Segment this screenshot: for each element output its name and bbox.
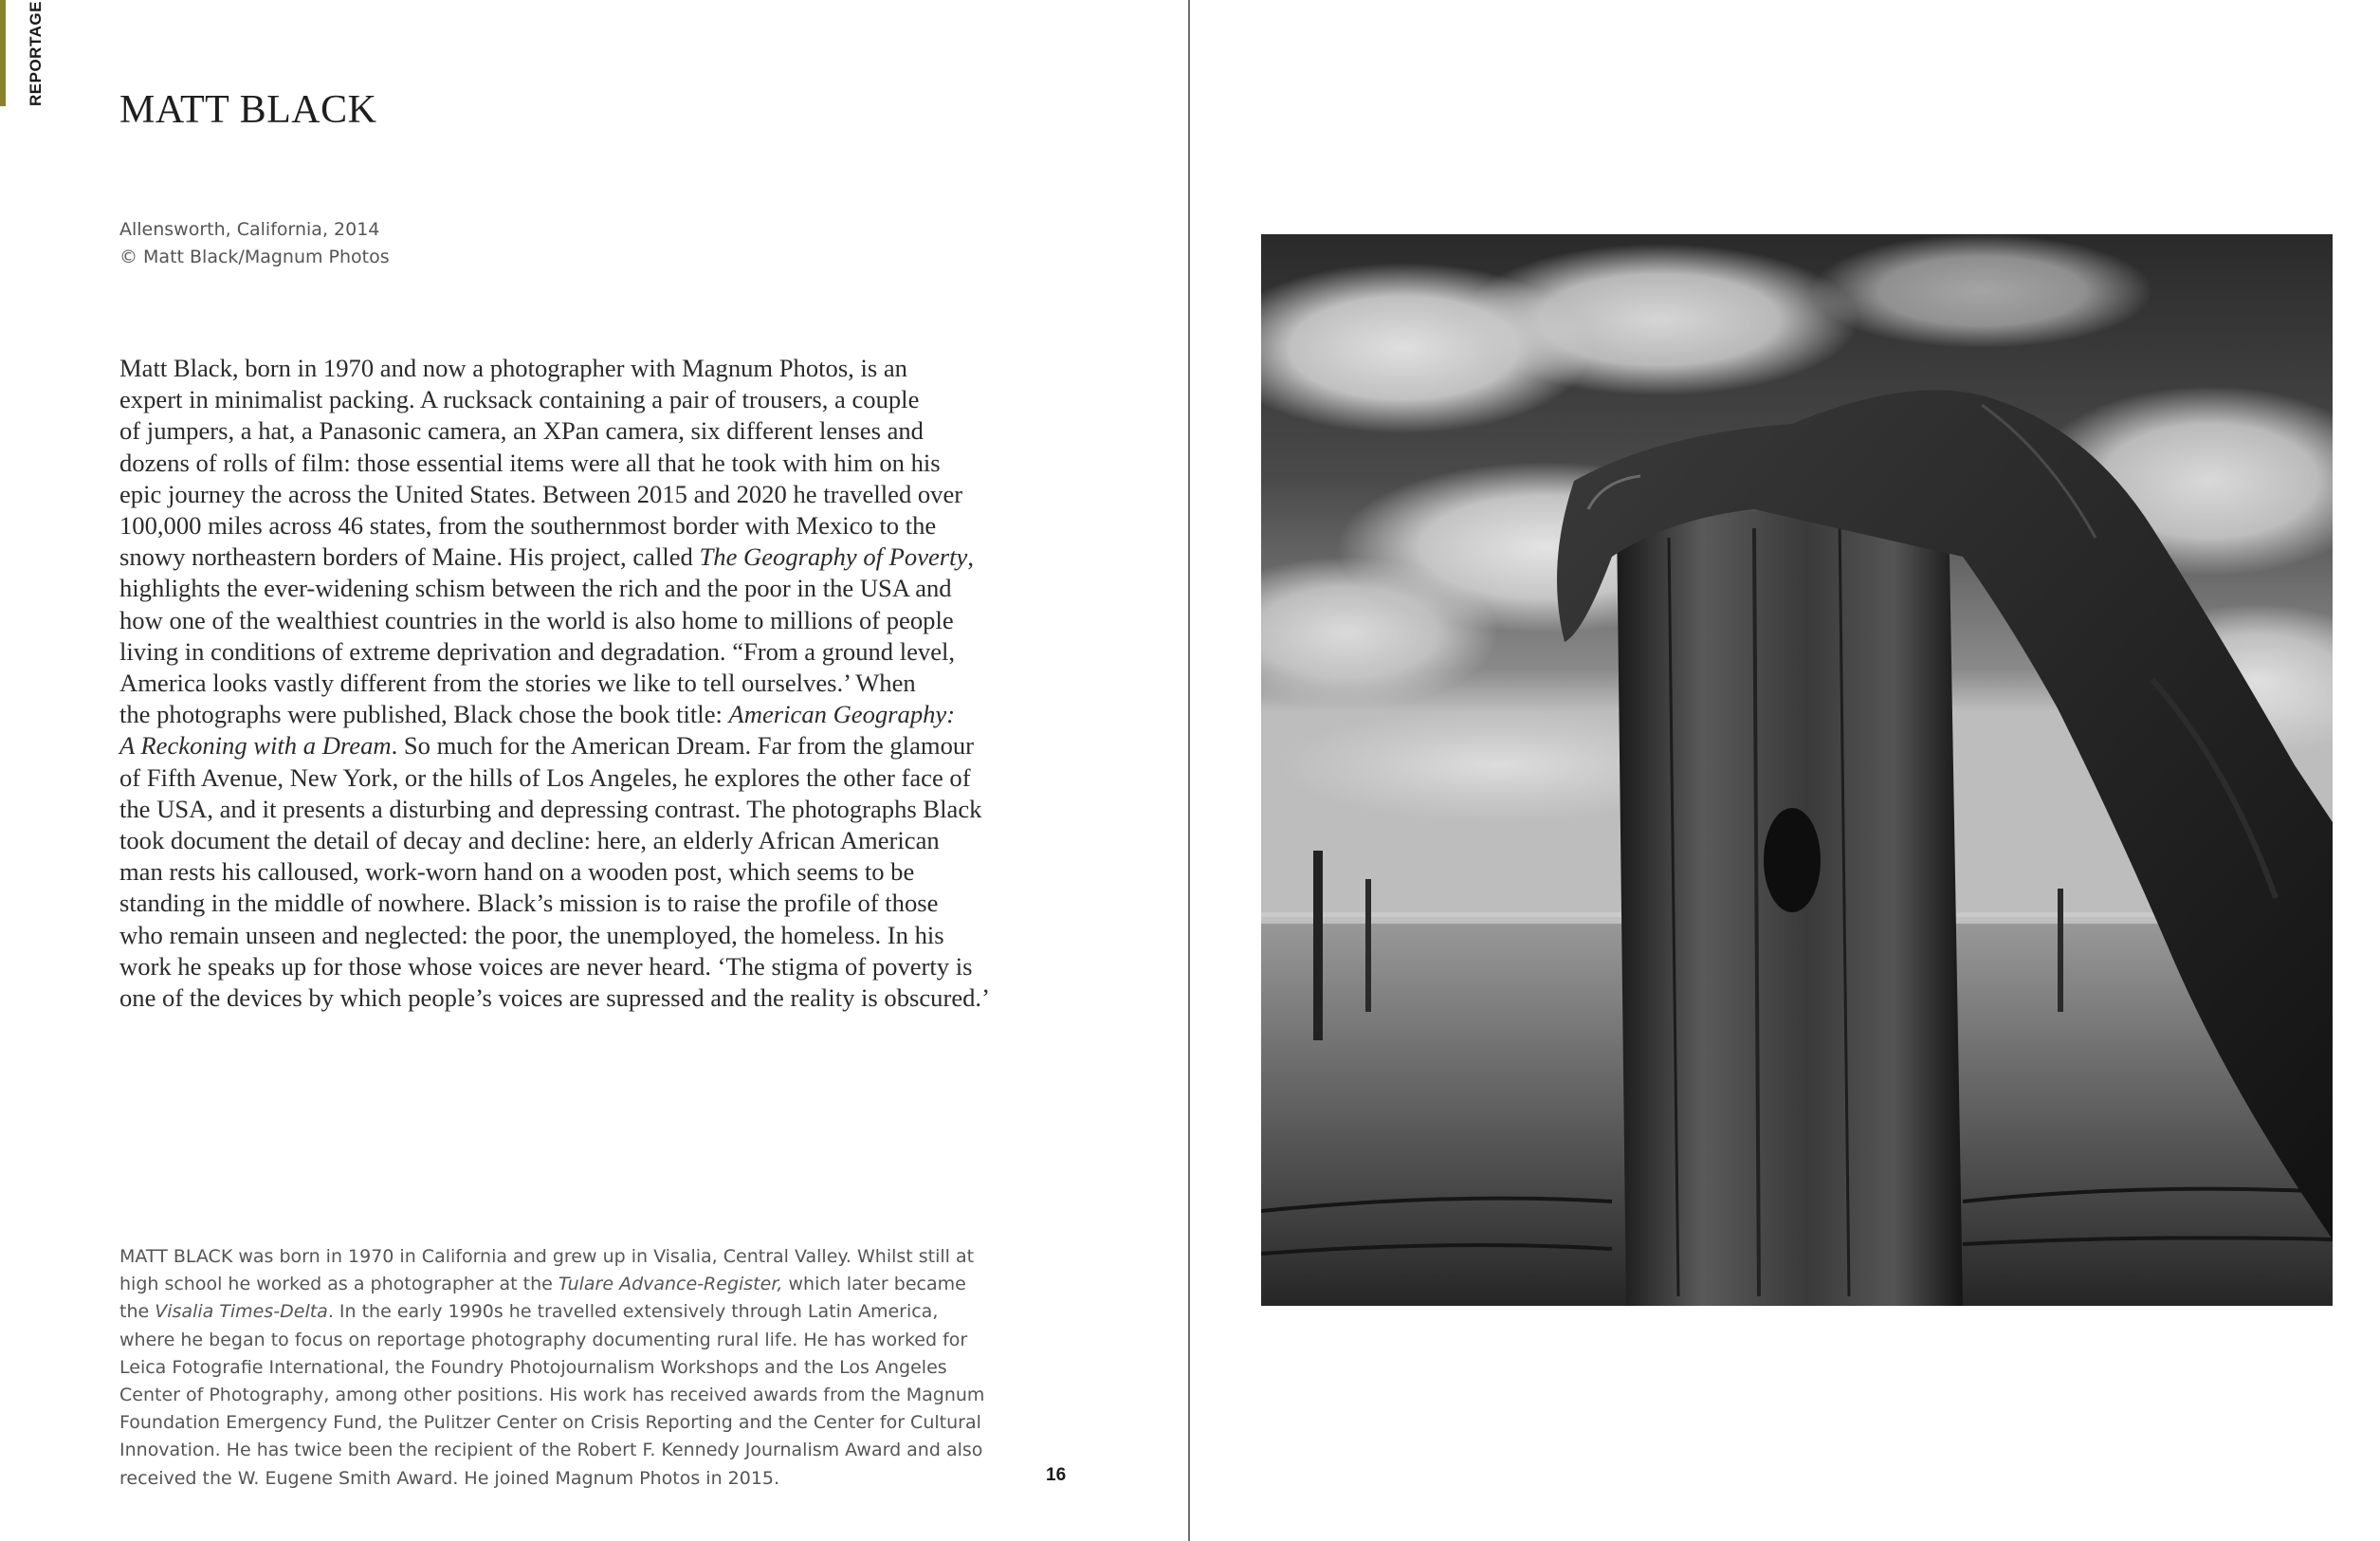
body-line: took document the detail of decay and decline: here, an elderly African American: [119, 826, 940, 855]
page-title: MATT BLACK: [119, 88, 377, 132]
bio-line: received the W. Eugene Smith Award. He joined Magnum Photos in 2015.: [119, 1467, 780, 1489]
bio-line: Center of Photography, among other positions. His work has received awards from the Magnum: [119, 1385, 985, 1406]
project-title: The Geography of Poverty: [699, 542, 968, 572]
body-line: expert in minimalist packing. A rucksack containing a pair of trousers, a couple: [119, 385, 920, 414]
bio-line: Foundation Emergency Fund, the Pulitzer Center on Crisis Reporting and the Center for Cultural: [119, 1412, 981, 1434]
photo-fence-post: [1617, 500, 1963, 1306]
body-line: [119, 699, 1011, 730]
page-number: 16: [1046, 1465, 1067, 1485]
body-line: one of the devices by which people’s voices are supressed and the reality is obscured.’: [119, 983, 990, 1013]
body-line: America looks vastly different from the stories we like to tell ourselves.’ When: [119, 669, 916, 698]
bio-line: where he began to focus on reportage photography documenting rural life. He has worked for: [119, 1329, 968, 1350]
bio-line: MATT BLACK was born in 1970 in California and grew up in Visalia, Central Valley. Whilst still at: [119, 1246, 975, 1267]
body-line: of jumpers, a hat, a Panasonic camera, an XPan camera, six different lenses and: [119, 416, 924, 446]
bio-line: [119, 1298, 1020, 1326]
photo-caption: [119, 216, 390, 271]
section-label: REPORTAGE: [27, 1, 45, 106]
body-line-text: . So much for the American Dream. Far from the glamour: [391, 731, 975, 761]
author-bio: [119, 1243, 1020, 1493]
body-line: highlights the ever-widening schism between the rich and the poor in the USA and: [119, 574, 952, 603]
bio-line: [119, 1271, 1020, 1298]
body-line: the USA, and it presents a disturbing and depressing contrast. The photographs Black: [119, 794, 982, 823]
body-line: who remain unseen and neglected: the poor, the unemployed, the homeless. In his: [119, 920, 944, 949]
body-line: of Fifth Avenue, New York, or the hills of Los Angeles, he explores the other face of: [119, 762, 971, 792]
body-line: how one of the wealthiest countries in the world is also home to millions of people: [119, 605, 954, 634]
body-line: work he speaks up for those whose voices are never heard. ‘The stigma of poverty is: [119, 951, 973, 981]
bio-line: Leica Fotografie International, the Foundry Photojournalism Workshops and the Los Angeles: [119, 1356, 947, 1378]
body-line: man rests his calloused, work-worn hand on a wooden post, which seems to be: [119, 857, 915, 887]
bio-text: the: [119, 1301, 150, 1323]
body-line: snowy northeastern borders of Maine. His project, called The Geography of Poverty,: [119, 542, 974, 572]
body-line: [119, 730, 1011, 761]
body-line: Matt Black, born in 1970 and now a photographer with Magnum Photos, is an: [119, 354, 907, 382]
body-line: 100,000 miles across 46 states, from the southernmost border with Mexico to the: [119, 511, 937, 541]
page-gutter-divider: [1188, 0, 1190, 1541]
body-line: epic journey the across the United States. Between 2015 and 2020 he travelled over: [119, 479, 963, 508]
book-title-part2: A Reckoning with a Dream: [119, 731, 392, 761]
newspaper-title: Visalia Times-Delta: [155, 1301, 328, 1323]
photograph: [1261, 234, 2333, 1306]
newspaper-title: Tulare Advance-Register,: [558, 1274, 783, 1295]
body-line-text: snowy northeastern borders of Maine. His project, called: [119, 542, 693, 572]
bio-text: which later became: [788, 1274, 966, 1295]
bio-text: . In the early 1990s he travelled extensively through Latin America,: [327, 1301, 939, 1323]
section-accent-bar: [0, 0, 6, 106]
body-line-text: the photographs were published, Black chose the book title:: [119, 700, 723, 729]
body-line: dozens of rolls of film: those essential items were all that he took with him on his: [119, 448, 941, 477]
caption-credit: © Matt Black/Magnum Photos: [119, 247, 390, 267]
body-line: living in conditions of extreme deprivation and degradation. “From a ground level,: [119, 636, 956, 666]
body-text: [119, 353, 1011, 1014]
caption-location: Allensworth, California, 2014: [119, 219, 380, 240]
book-title-part1: American Geography:: [728, 700, 956, 729]
body-line: standing in the middle of nowhere. Black’s mission is to raise the profile of those: [119, 889, 939, 918]
bio-text: high school he worked as a photographer at the: [119, 1274, 553, 1295]
bio-line: Innovation. He has twice been the recipient of the Robert F. Kennedy Journalism Award and also: [119, 1440, 983, 1461]
